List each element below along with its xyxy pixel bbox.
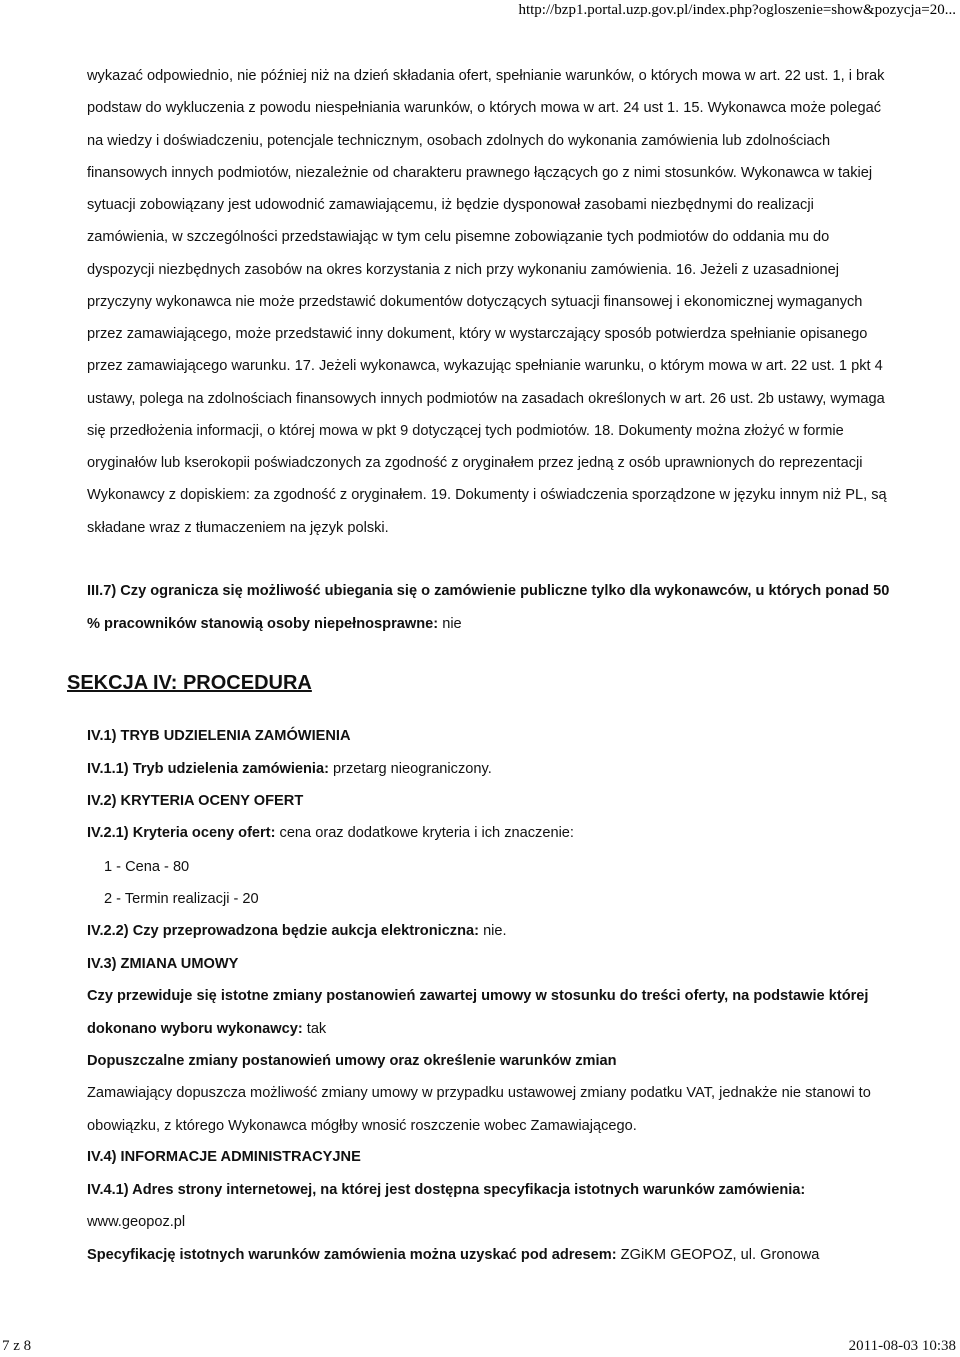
section-title: SEKCJA IV: PROCEDURA [67,672,312,694]
page-number: 7 z 8 [2,1338,32,1354]
iv11-label: IV.1.1) Tryb udzielenia zamówienia: [87,761,329,777]
iv2-heading: IV.2) KRYTERIA OCENY OFERT [87,793,304,809]
spec-label: Specyfikację istotnych warunków zamówienia można uzyskać pod adresem: [87,1247,617,1263]
iv4-heading: IV.4) INFORMACJE ADMINISTRACYJNE [87,1149,361,1165]
iv21-label: IV.2.1) Kryteria oceny ofert: [87,825,276,841]
iv22-label: IV.2.2) Czy przeprowadzona będzie aukcja elektroniczna: [87,923,479,939]
iv21-value: cena oraz dodatkowe kryteria i ich znaczenie: [279,825,574,841]
iv3-heading: IV.3) ZMIANA UMOWY [87,956,239,972]
iv3-text: Zamawiający dopuszcza możliwość zmiany umowy w przypadku ustawowej zmiany podatku VAT, jednakże nie stanowi to obowiązku, z którego Wykonawca mógłby wnosić roszczenie wobec Zamawiającego. [87,1085,871,1134]
iv41-url: www.geopoz.pl [87,1214,186,1230]
criterion-item: 1 - Cena - 80 [104,859,190,875]
iv3-answer: tak [306,1020,327,1037]
iv1-heading: IV.1) TRYB UDZIELENIA ZAMÓWIENIA [87,728,351,744]
iv11-line [87,759,492,779]
iv3-sub-heading: Dopuszczalne zmiany postanowień umowy oraz określenie warunków zmian [87,1053,617,1069]
iii7-answer: nie [442,616,462,632]
conditions-paragraph: wykazać odpowiednio, nie później niż na dzień składania ofert, spełnianie warunków, o których mowa w art. 22 ust. 1, i brak podstaw do wykluczenia z powodu niespełniania warunków, o których mowa w art. 24 ust 1. 15. Wykonawca może polegać na wiedzy i doświadczeniu, potencjale technicznym, osobach zdolnych do wykonania zamówienia lub zdolnościach finansowych innych podmiotów, niezależnie od charakteru prawnego łączących go z nimi stosunków. Wykonawca w takiej sytuacji zobowiązany jest udowodnić zamawiającemu, iż będzie dysponował zasobami niezbędnymi do realizacji zamówienia, w szczególności przedstawiając w tym celu pisemne zobowiązanie tych podmiotów do oddania mu do dyspozycji niezbędnych zasobów na okres korzystania z nich przy wykonaniu zamówienia. 16. Jeżeli z uzasadnionej przyczyny wykonawca nie może przedstawić dokumentów dotyczących sytuacji finansowej i ekonomicznej wymaganych przez zamawiającego, może przedstawić inny dokument, który w wystarczający sposób potwierdza spełnianie opisanego przez zamawiającego warunku. 17. Jeżeli wykonawca, wykazując spełnianie warunku, o którym mowa w art. 22 ust. 1 pkt 4 ustawy, polega na zdolnościach finansowych innych podmiotów na zasadach określonych w art. 26 ust. 2b ustawy, wymaga się przedłożenia informacji, o której mowa w pkt 9 dotyczącej tych podmiotów. 18. Dokumenty można złożyć w formie oryginałów lub kserokopii poświadczonych za zgodność z oryginałem przez jedną z osób uprawnionych do reprezentacji Wykonawcy z dopiskiem: za zgodność z oryginałem. 19. Dokumenty i oświadczenia sporządzone w języku innym niż PL, są składane wraz z tłumaczeniem na język polski. [87,68,887,536]
iv41-label: IV.4.1) Adres strony internetowej, na której jest dostępna specyfikacja istotnych warunków zamówienia: [87,1182,806,1198]
iv21-line [87,823,574,843]
iv11-value: przetarg nieograniczony. [333,761,492,777]
criterion-item: 2 - Termin realizacji - 20 [104,891,259,907]
iv22-value: nie. [483,923,507,939]
iv3-question: Czy przewiduje się istotne zmiany postanowień zawartej umowy w stosunku do treści oferty, na podstawie której dokonano wyboru wykonawcy: [87,988,869,1037]
iii7-question: III.7) Czy ogranicza się możliwość ubiegania się o zamówienie publiczne tylko dla wykonawców, u których ponad 50 % pracowników stanowią osoby niepełnosprawne: [87,583,890,632]
iv3-question-paragraph [87,980,897,1045]
page-url: http://bzp1.portal.uzp.gov.pl/index.php?ogloszenie=show&pozycja=20... [518,2,956,18]
spec-line [87,1245,819,1265]
iv22-line [87,921,507,941]
iii7-paragraph [87,575,897,641]
print-datetime: 2011-08-03 10:38 [848,1338,956,1354]
spec-value: ZGiKM GEOPOZ, ul. Gronowa [620,1247,820,1263]
